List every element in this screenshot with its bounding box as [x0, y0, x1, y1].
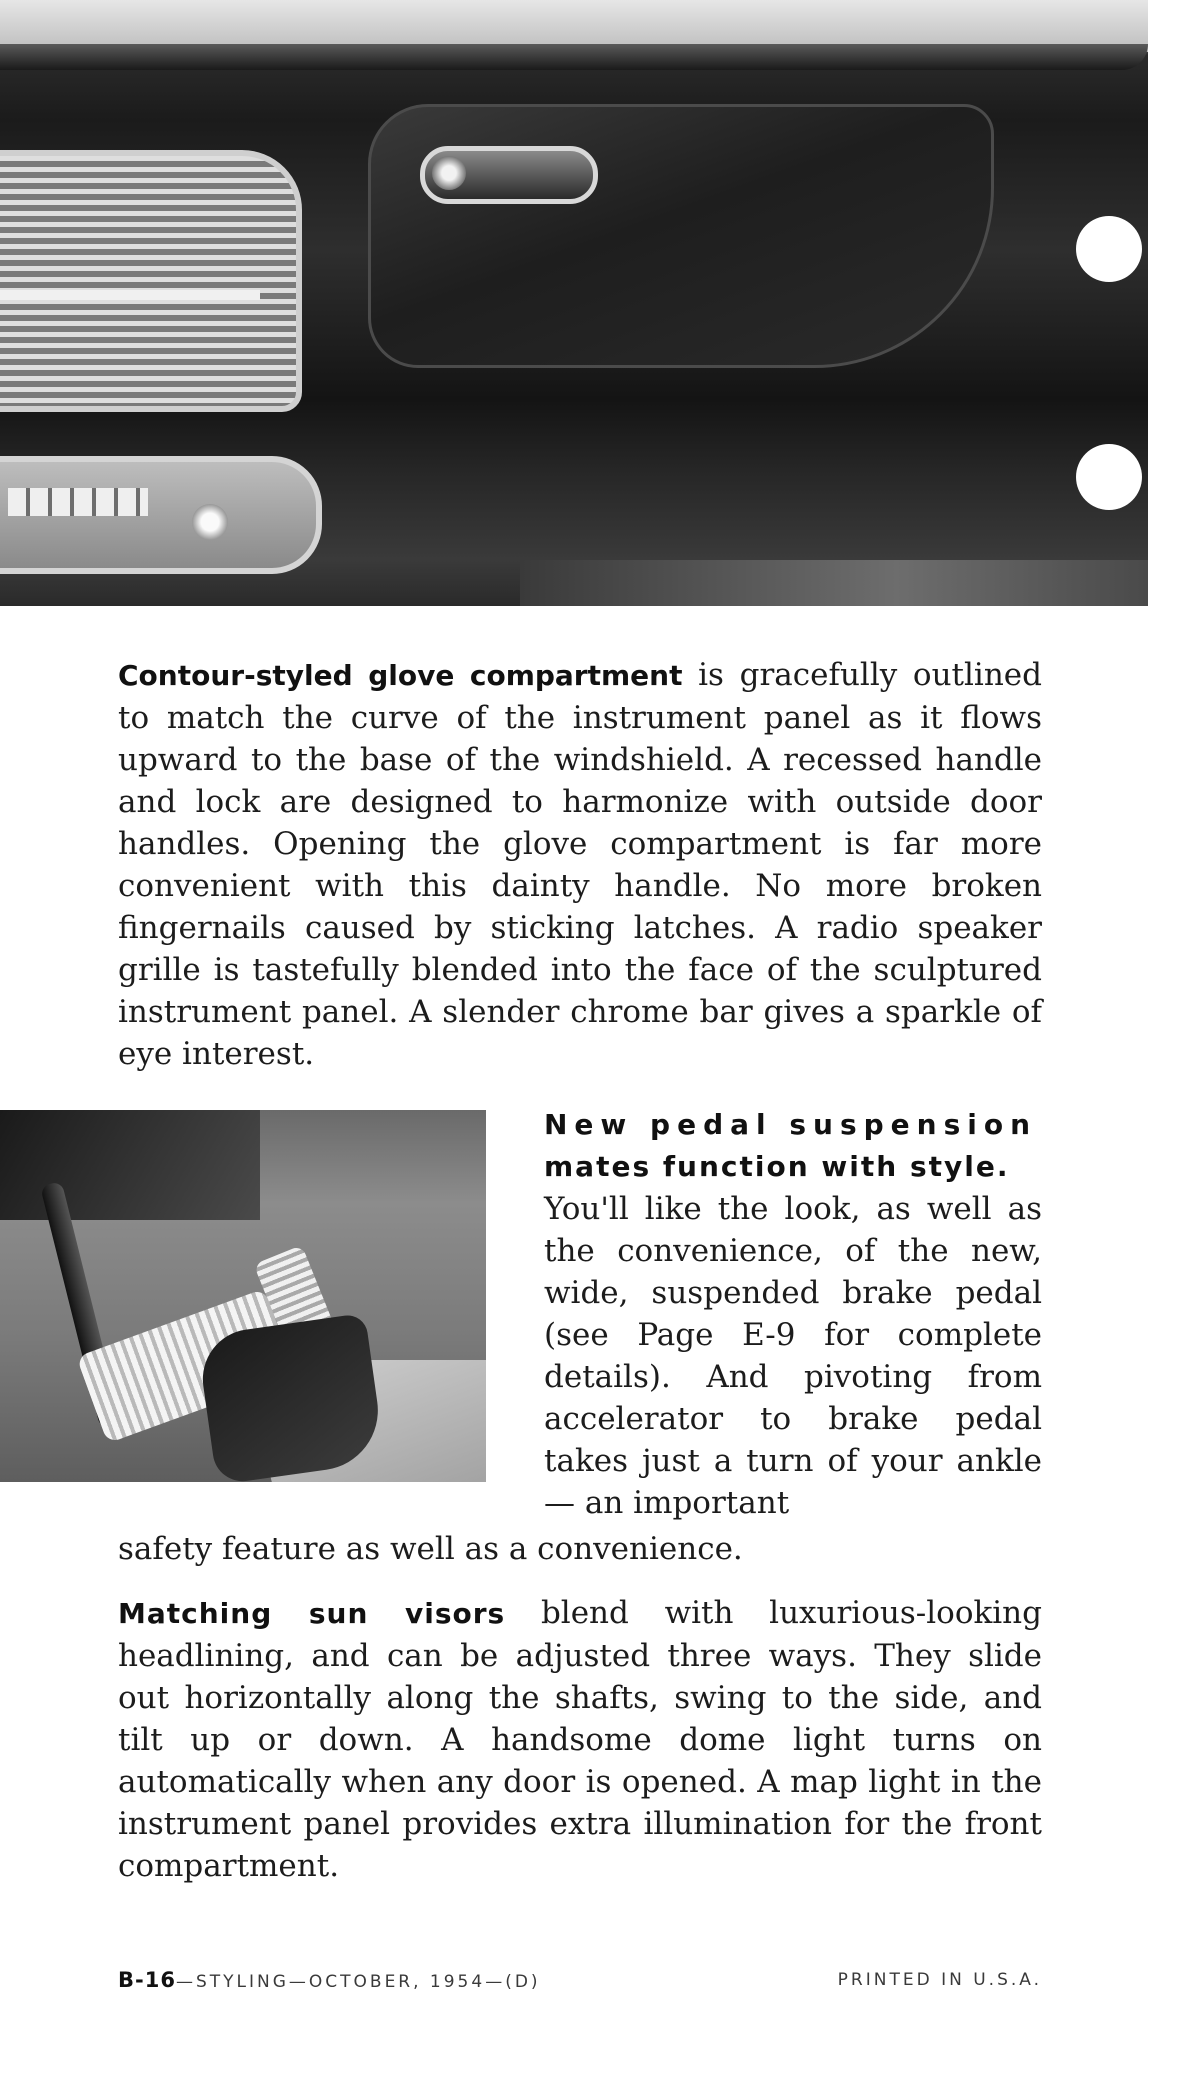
- glove-lead: Contour-styled glove compartment: [118, 659, 683, 692]
- visors-body: blend with luxurious-looking headlining, and can be adjusted three ways. They slide out horizontally along the shafts, swing to the side, and tilt up or down. A handsome dome light turns on automatically when any door is opened. A map light in the instrument panel provides extra illumination for the front compartment.: [118, 1595, 1042, 1884]
- pedal-lead-line2: mates function with style.: [544, 1150, 1010, 1183]
- speaker-grille: [0, 150, 302, 412]
- pedal-body-continued: safety feature as well as a convenience.: [118, 1531, 743, 1567]
- page-number: B-16: [118, 1968, 176, 1992]
- instrument-panel-rim: [0, 44, 1148, 70]
- glove-compartment-door: [368, 104, 994, 368]
- pedal-body: You'll like the look, as well as the convenience, of the new, wide, suspended brake pedal (see Page E-9 for complete details). And pivoting from accelerator to brake pedal takes just a turn of your ankle — an important: [544, 1191, 1042, 1521]
- pedal-paragraph: [544, 1104, 1042, 1524]
- glove-compartment-paragraph: [118, 654, 1042, 1075]
- printed-in-usa: PRINTED IN U.S.A.: [837, 1970, 1042, 1990]
- glove-lock: [432, 156, 466, 190]
- page-footer: [118, 1968, 1042, 2008]
- radio-knob: [192, 504, 228, 540]
- binder-hole-bottom: [1076, 444, 1142, 510]
- sun-visors-paragraph: [118, 1592, 1042, 1887]
- footer-section: —STYLING—OCTOBER, 1954—(D): [175, 1972, 541, 1992]
- dashboard-photo: [0, 0, 1148, 606]
- footer-left: [118, 1968, 541, 1992]
- pedal-photo-shadow: [0, 1110, 260, 1220]
- binder-hole-top: [1076, 216, 1142, 282]
- chrome-bar: [0, 290, 260, 300]
- pedal-lead-line1: New pedal suspension: [544, 1108, 1038, 1141]
- floor-shade: [520, 560, 1148, 606]
- radio-dial: [8, 488, 148, 516]
- pedal-photo: [0, 1110, 486, 1482]
- visors-lead: Matching sun visors: [118, 1597, 506, 1630]
- glove-body: is gracefully outlined to match the curve of the instrument panel as it flows upward to the base of the windshield. A recessed handle and lock are designed to harmonize with outside door handles. Opening the glove compartment is far more convenient with this dainty handle. No more broken fingernails caused by sticking latches. A radio speaker grille is tastefully blended into the face of the sculptured instrument panel. A slender chrome bar gives a sparkle of eye interest.: [118, 657, 1042, 1072]
